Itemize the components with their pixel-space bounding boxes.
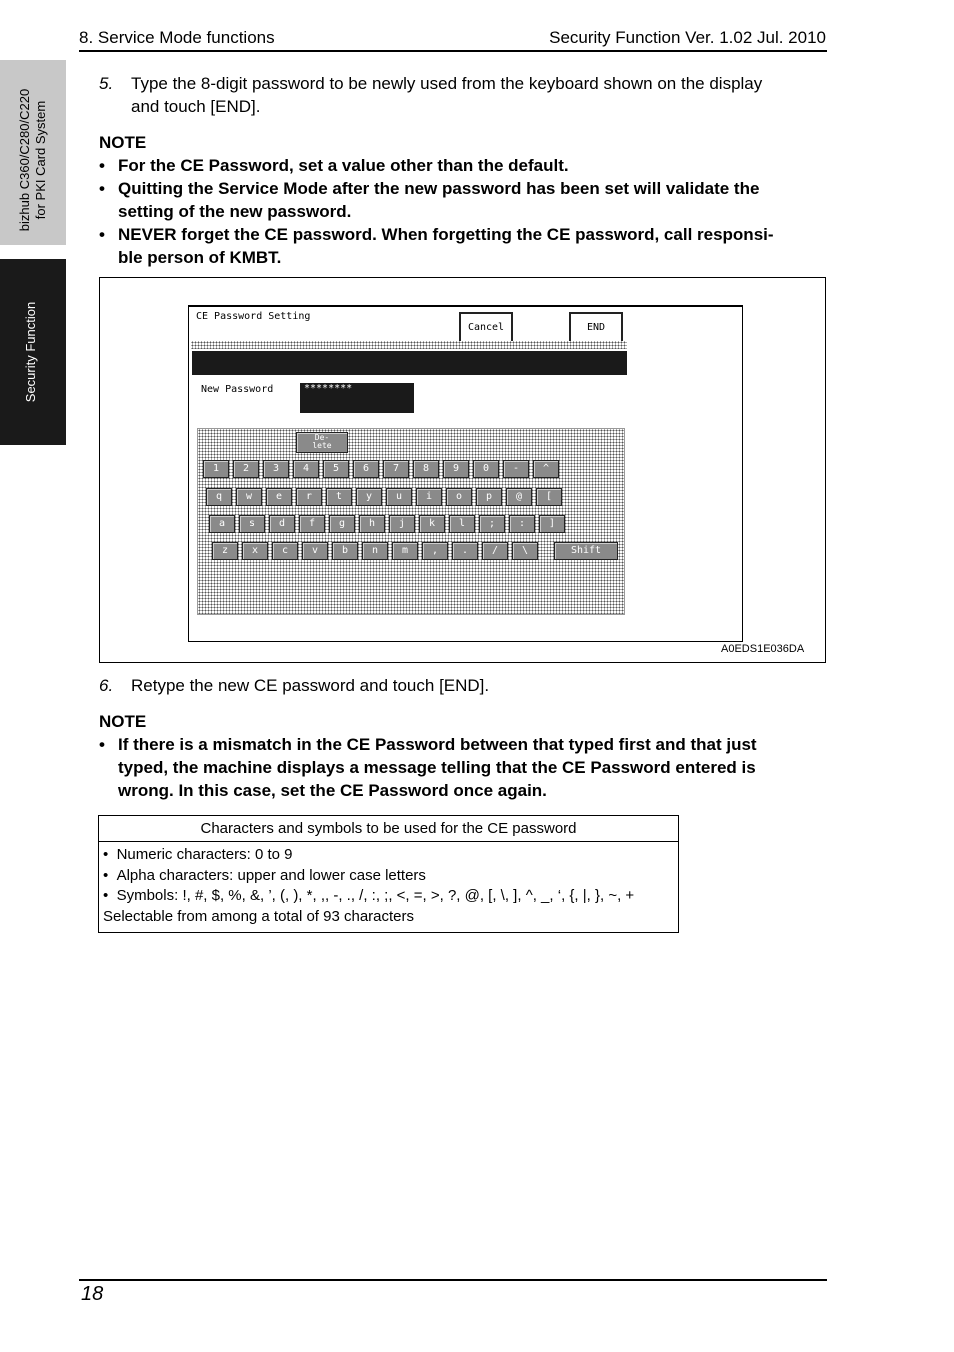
page-number: 18 — [81, 1283, 104, 1305]
table-item: • Numeric characters: 0 to 9 — [103, 846, 293, 863]
table-body — [99, 842, 679, 933]
note1-bullet: • For the CE Password, set a value other than the default. — [99, 154, 829, 177]
step6-text: Retype the new CE password and touch [END]. — [131, 676, 490, 695]
key[interactable]: w — [236, 488, 262, 506]
header-chapter: 8. Service Mode functions — [79, 28, 275, 47]
note2-line: If there is a mismatch in the CE Password between that typed first and that just — [118, 735, 757, 754]
note1-bullet: • Quitting the Service Mode after the new password has been set will validate the setting of the new password. — [99, 177, 829, 223]
key[interactable]: j — [389, 515, 415, 533]
step5-line2: and touch [END]. — [131, 97, 261, 116]
key[interactable]: ^ — [533, 460, 559, 478]
delete-key[interactable]: De- lete — [296, 432, 348, 453]
keyboard-panel — [197, 428, 625, 615]
new-password-field[interactable]: ******** — [300, 383, 414, 413]
key[interactable]: t — [326, 488, 352, 506]
key[interactable]: f — [299, 515, 325, 533]
note2-title: NOTE — [99, 712, 147, 731]
key[interactable]: s — [239, 515, 265, 533]
sidebar-product-tab — [0, 60, 66, 245]
sidebar-product-line1: bizhub C360/C280/C220 — [17, 88, 32, 232]
note1-title: NOTE — [99, 133, 147, 152]
key[interactable]: ] — [539, 515, 565, 533]
key[interactable]: \ — [512, 542, 538, 560]
key[interactable]: i — [416, 488, 442, 506]
shift-key[interactable]: Shift — [554, 542, 618, 560]
key[interactable]: , — [422, 542, 448, 560]
key[interactable]: 8 — [413, 460, 439, 478]
key[interactable]: [ — [536, 488, 562, 506]
key[interactable]: x — [242, 542, 268, 560]
key[interactable]: b — [332, 542, 358, 560]
note1-line: Quitting the Service Mode after the new password has been set will validate the — [118, 179, 760, 198]
key[interactable]: - — [503, 460, 529, 478]
step5-number: 5. — [99, 74, 114, 93]
note1-line: setting of the new password. — [118, 202, 352, 221]
key[interactable]: g — [329, 515, 355, 533]
header-doc-title: Security Function Ver. 1.02 Jul. 2010 — [549, 28, 826, 47]
table-header: Characters and symbols to be used for the CE password — [99, 816, 679, 842]
cancel-label: Cancel — [467, 322, 505, 333]
note2-line: wrong. In this case, set the CE Password once again. — [118, 781, 547, 800]
sidebar-section-tab — [0, 259, 66, 445]
key[interactable]: c — [272, 542, 298, 560]
end-label: END — [583, 322, 609, 333]
end-button[interactable] — [569, 312, 623, 344]
key[interactable]: 0 — [473, 460, 499, 478]
table-item-text: Symbols: !, #, $, %, &, ’, (, ), *, ,, -, ., /, :, ;, <, =, >, ?, @, [, \, ], ^, _, ‘, {, |, }, ~, + — [116, 887, 635, 904]
note1-list — [99, 154, 829, 269]
key[interactable]: l — [449, 515, 475, 533]
key[interactable]: 7 — [383, 460, 409, 478]
key[interactable]: o — [446, 488, 472, 506]
note1-bullet: • NEVER forget the CE password. When forgetting the CE password, call responsi- ble person of KMBT. — [99, 223, 829, 269]
key[interactable]: h — [359, 515, 385, 533]
key[interactable]: 4 — [293, 460, 319, 478]
note1-line: ble person of KMBT. — [118, 248, 282, 267]
figure-code: A0EDS1E036DA — [721, 643, 805, 655]
key[interactable]: e — [266, 488, 292, 506]
table-item-text: Numeric characters: 0 to 9 — [116, 846, 293, 863]
new-password-label: New Password — [201, 384, 274, 395]
key[interactable]: q — [206, 488, 232, 506]
ce-password-screen — [188, 305, 743, 642]
note1-line: For the CE Password, set a value other than the default. — [118, 156, 569, 175]
table-item-text: Alpha characters: upper and lower case letters — [116, 866, 426, 884]
cancel-button[interactable] — [459, 312, 513, 344]
key[interactable]: 1 — [203, 460, 229, 478]
table-item: • Symbols: !, #, $, %, &, ’, (, ), *, ,, -, ., /, :, ;, <, =, >, ?, @, [, \, ], ^, _, ‘, {, |, }, ~, + — [103, 887, 635, 904]
key[interactable]: u — [386, 488, 412, 506]
key[interactable]: 3 — [263, 460, 289, 478]
key[interactable]: k — [419, 515, 445, 533]
sidebar-section-text: Security Function — [23, 301, 38, 403]
key[interactable]: . — [452, 542, 478, 560]
table-item: • Alpha characters: upper and lower case letters — [103, 866, 426, 884]
key[interactable]: 5 — [323, 460, 349, 478]
key[interactable]: n — [362, 542, 388, 560]
sidebar-product-text — [17, 67, 49, 253]
key[interactable]: : — [509, 515, 535, 533]
message-bar — [192, 351, 627, 375]
note1-line: NEVER forget the CE password. When forgetting the CE password, call responsi- — [118, 225, 774, 244]
key[interactable]: p — [476, 488, 502, 506]
key[interactable]: m — [392, 542, 418, 560]
footer-rule — [79, 1279, 827, 1281]
table-footer: Selectable from among a total of 93 characters — [103, 907, 415, 925]
key[interactable]: d — [269, 515, 295, 533]
key[interactable]: z — [212, 542, 238, 560]
key[interactable]: ; — [479, 515, 505, 533]
title-divider — [191, 341, 627, 349]
key[interactable]: 9 — [443, 460, 469, 478]
key[interactable]: v — [302, 542, 328, 560]
key[interactable]: a — [209, 515, 235, 533]
step5-line1: Type the 8-digit password to be newly used from the keyboard shown on the display — [131, 74, 763, 93]
characters-table — [98, 815, 679, 933]
screen-title: CE Password Setting — [196, 311, 311, 322]
sidebar-product-line2: for PKI Card System — [33, 100, 48, 220]
key[interactable]: 6 — [353, 460, 379, 478]
step5-text — [131, 72, 762, 118]
note2-bullet: • If there is a mismatch in the CE Password between that typed first and that just typed, the machine displays a message telling that the CE Password entered is wrong. In this case, set the CE Password once again. — [99, 735, 757, 800]
note2-line: typed, the machine displays a message telling that the CE Password entered is — [118, 758, 756, 777]
key[interactable]: y — [356, 488, 382, 506]
header-rule — [79, 50, 827, 52]
key[interactable]: / — [482, 542, 508, 560]
key[interactable]: @ — [506, 488, 532, 506]
key[interactable]: 2 — [233, 460, 259, 478]
key[interactable]: r — [296, 488, 322, 506]
step6-number: 6. — [99, 676, 114, 695]
